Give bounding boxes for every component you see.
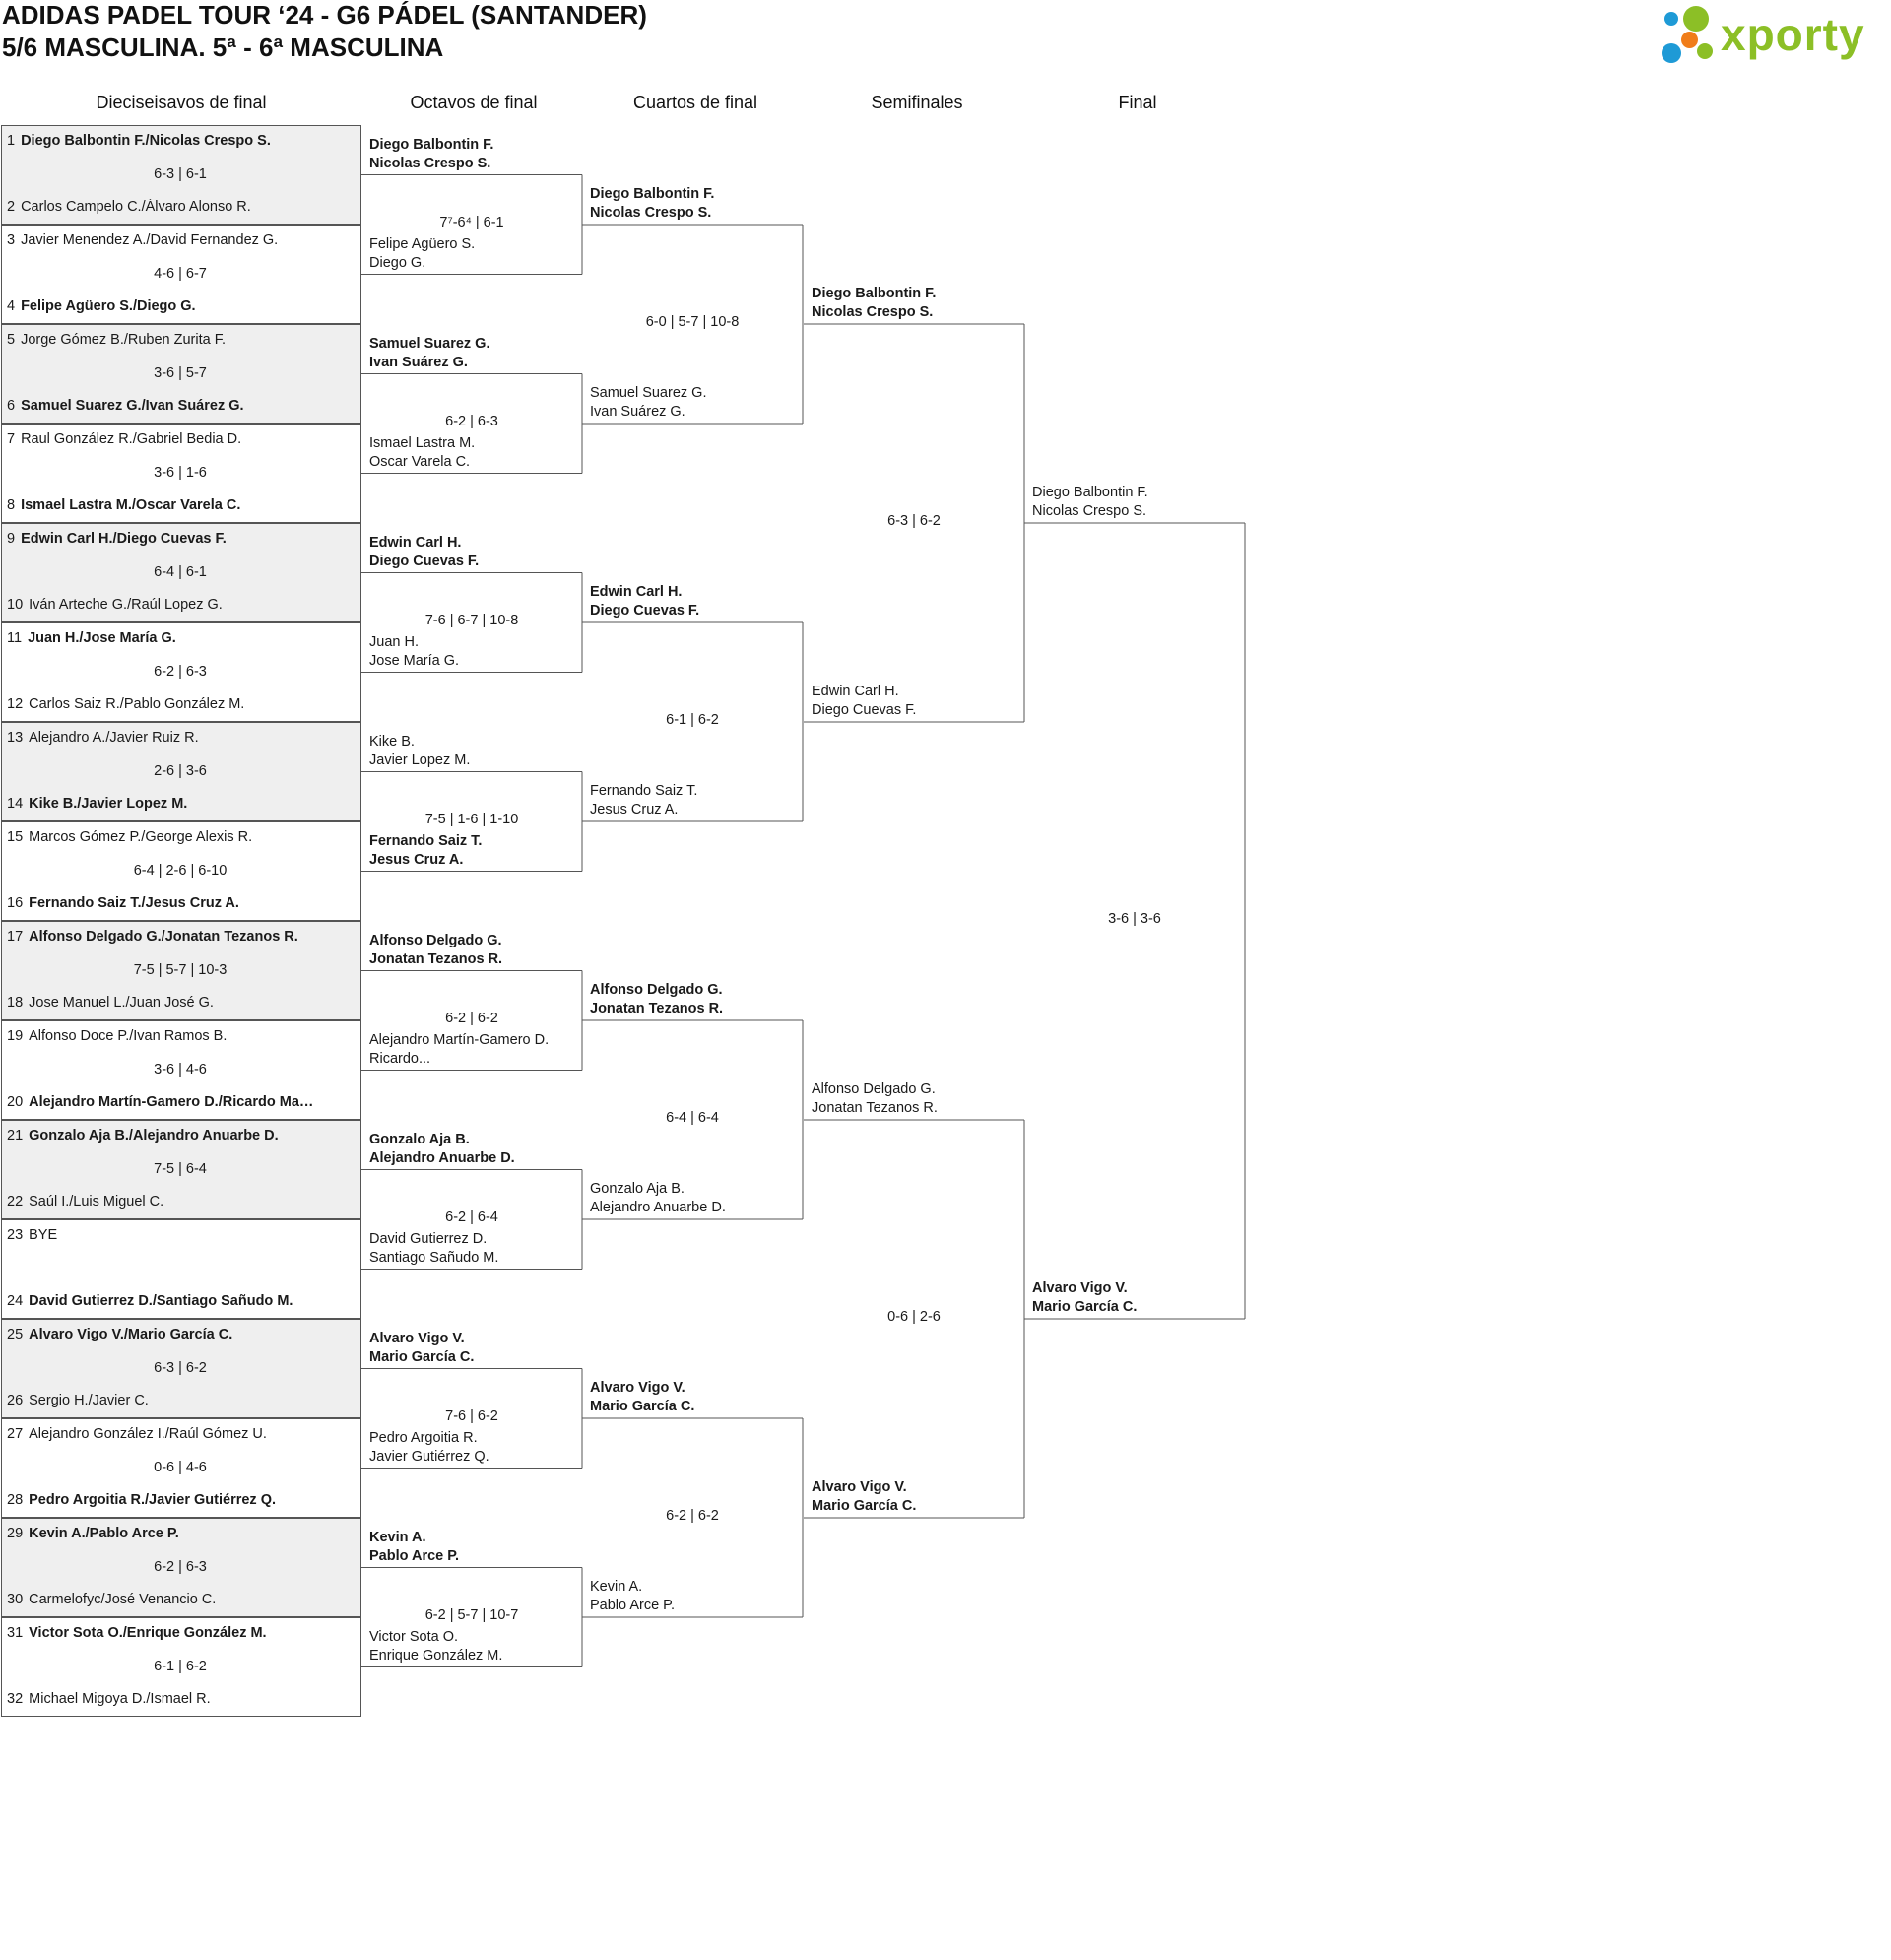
match-score: 6-2 | 6-3: [154, 1559, 207, 1575]
team-entry: [590, 782, 697, 819]
team-name: Javier Menendez A./David Fernandez G.: [21, 232, 279, 248]
team-name: Michael Migoya D./Ismael R.: [29, 1691, 211, 1707]
player-name: Enrique González M.: [369, 1647, 503, 1664]
match-score: 6-2 | 6-2: [666, 1508, 719, 1524]
team-name: Sergio H./Javier C.: [29, 1393, 149, 1408]
player-name: Alvaro Vigo V.: [590, 1380, 685, 1396]
team-entry: [812, 1478, 916, 1516]
player-name: Alfonso Delgado G.: [590, 982, 723, 998]
team-entry: [369, 335, 490, 372]
team-row: [7, 332, 226, 348]
team-row: [7, 630, 176, 646]
player-name: Fernando Saiz T.: [369, 832, 483, 849]
player-name: Edwin Carl H.: [590, 584, 683, 600]
player-name: Victor Sota O.: [369, 1628, 458, 1645]
team-row: [7, 497, 240, 513]
player-name: Jesus Cruz A.: [590, 802, 679, 817]
player-name: Jonatan Tezanos R.: [369, 950, 503, 967]
seed-number: 7: [7, 431, 16, 447]
seed-number: 5: [7, 332, 16, 348]
team-row: [7, 995, 214, 1011]
player-name: Kevin A.: [590, 1579, 643, 1595]
player-name: Javier Lopez M.: [369, 751, 471, 768]
team-row: [7, 232, 278, 248]
match-score: 7-5 | 1-6 | 1-10: [424, 812, 519, 827]
team-row: [7, 696, 244, 712]
player-name: Nicolas Crespo S.: [812, 304, 934, 320]
match-score: 6-3 | 6-2: [154, 1360, 207, 1376]
player-name: Nicolas Crespo S.: [590, 205, 712, 221]
team-entry: [1032, 484, 1148, 521]
team-entry: [369, 1628, 502, 1666]
player-name: Ivan Suárez G.: [590, 404, 685, 420]
seed-number: 19: [7, 1028, 24, 1044]
team-name: Carmelofyc/José Venancio C.: [29, 1592, 217, 1607]
seed-number: 20: [7, 1094, 24, 1110]
match-score: 6-3 | 6-2: [887, 513, 941, 529]
team-row: [7, 597, 223, 613]
seed-number: 10: [7, 597, 24, 613]
match-score: 3-6 | 1-6: [154, 465, 207, 481]
team-row: [7, 1227, 57, 1243]
player-name: Mario García C.: [1032, 1299, 1138, 1315]
team-entry: [812, 683, 916, 720]
match-score: 0-6 | 2-6: [887, 1309, 941, 1325]
team-name: Edwin Carl H./Diego Cuevas F.: [21, 531, 227, 547]
team-name: Kevin A./Pablo Arce P.: [29, 1526, 179, 1541]
team-name: Juan H./Jose María G.: [28, 630, 176, 646]
match-score: 6-4 | 2-6 | 6-10: [133, 863, 228, 879]
player-name: Mario García C.: [369, 1348, 475, 1365]
player-name: Edwin Carl H.: [812, 684, 899, 699]
match-score: 6-3 | 6-1: [154, 166, 207, 182]
team-name: Alejandro González I./Raúl Gómez U.: [29, 1426, 267, 1442]
player-name: Jonatan Tezanos R.: [590, 1001, 724, 1016]
team-entry: [1032, 1279, 1137, 1317]
team-row: [7, 1293, 293, 1309]
team-entry: [812, 285, 936, 322]
player-name: Diego Cuevas F.: [590, 603, 700, 619]
player-name: Kevin A.: [369, 1529, 426, 1545]
player-name: Jonatan Tezanos R.: [812, 1100, 938, 1116]
team-row: [7, 133, 271, 149]
team-entry: [590, 384, 706, 422]
match-score: 6-1 | 6-2: [666, 712, 719, 728]
team-entry: [369, 1529, 459, 1566]
team-entry: [590, 981, 723, 1018]
team-name: Jose Manuel L./Juan José G.: [29, 995, 214, 1011]
team-name: Alvaro Vigo V./Mario García C.: [29, 1327, 233, 1342]
team-entry: [369, 633, 459, 671]
seed-number: 25: [7, 1327, 24, 1342]
seed-number: 11: [7, 630, 23, 646]
player-name: Alejandro Anuarbe D.: [590, 1200, 726, 1215]
team-entry: [812, 1080, 938, 1118]
team-row: [7, 1028, 227, 1044]
match-score: 3-6 | 4-6: [154, 1062, 207, 1078]
team-name: Ismael Lastra M./Oscar Varela C.: [21, 497, 241, 513]
match-score: 6-4 | 6-1: [154, 564, 207, 580]
tournament-title: ADIDAS PADEL TOUR ‘24 - G6 PÁDEL (SANTANDER): [2, 0, 647, 30]
category-title: 5/6 MASCULINA. 5ª - 6ª MASCULINA: [2, 33, 444, 62]
team-entry: [369, 932, 502, 969]
team-row: [7, 1426, 267, 1442]
seed-number: 28: [7, 1492, 24, 1508]
player-name: Oscar Varela C.: [369, 453, 471, 470]
team-row: [7, 730, 199, 746]
seed-number: 30: [7, 1592, 24, 1607]
match-score: 7-6 | 6-7 | 10-8: [424, 613, 519, 628]
seed-number: 32: [7, 1691, 24, 1707]
match-score: 6-2 | 6-3: [154, 664, 207, 680]
match-score: 3-6 | 5-7: [154, 365, 207, 381]
match-score: 6-1 | 6-2: [154, 1659, 207, 1674]
player-name: Alfonso Delgado G.: [812, 1081, 936, 1097]
player-name: Felipe Agüero S.: [369, 235, 476, 252]
seed-number: 2: [7, 199, 16, 215]
team-row: [7, 1691, 211, 1707]
match-score: 3-6 | 3-6: [1108, 911, 1161, 927]
team-name: Marcos Gómez P./George Alexis R.: [29, 829, 253, 845]
player-name: Javier Gutiérrez Q.: [369, 1448, 489, 1465]
team-row: [7, 796, 187, 812]
team-name: David Gutierrez D./Santiago Sañudo M.: [29, 1293, 293, 1309]
player-name: Kike B.: [369, 733, 415, 750]
team-row: [7, 1094, 313, 1110]
team-name: Kike B./Javier Lopez M.: [29, 796, 188, 812]
player-name: Juan H.: [369, 633, 419, 650]
player-name: Edwin Carl H.: [369, 534, 462, 551]
team-name: Alfonso Delgado G./Jonatan Tezanos R.: [29, 929, 298, 945]
team-name: Carlos Saiz R./Pablo González M.: [29, 696, 245, 712]
team-row: [7, 199, 251, 215]
match-score: 7-5 | 6-4: [154, 1161, 207, 1177]
team-row: [7, 1393, 149, 1408]
team-entry: [590, 1578, 675, 1615]
team-name: Alfonso Doce P./Ivan Ramos B.: [29, 1028, 228, 1044]
team-entry: [369, 1131, 515, 1168]
seed-number: 8: [7, 497, 16, 513]
team-name: Pedro Argoitia R./Javier Gutiérrez Q.: [29, 1492, 277, 1508]
player-name: Diego Cuevas F.: [369, 553, 480, 569]
round-header-r32: Dieciseisavos de final: [96, 93, 267, 112]
player-name: Ivan Suárez G.: [369, 354, 468, 370]
team-entry: [590, 185, 714, 223]
player-name: Pablo Arce P.: [369, 1547, 460, 1564]
seed-number: 9: [7, 531, 16, 547]
player-name: Ismael Lastra M.: [369, 434, 476, 451]
team-name: Gonzalo Aja B./Alejandro Anuarbe D.: [29, 1128, 279, 1143]
team-name: BYE: [29, 1227, 58, 1243]
team-name: Saúl I./Luis Miguel C.: [29, 1194, 164, 1209]
seed-number: 3: [7, 232, 16, 248]
player-name: Nicolas Crespo S.: [1032, 503, 1147, 519]
seed-number: 31: [7, 1625, 24, 1641]
team-row: [7, 1592, 216, 1607]
team-name: Raul González R./Gabriel Bedia D.: [21, 431, 242, 447]
team-entry: [369, 733, 470, 770]
team-row: [7, 1492, 276, 1508]
team-name: Alejandro A./Javier Ruiz R.: [29, 730, 199, 746]
match-score: 7⁷-6⁴ | 6-1: [439, 215, 504, 230]
team-entry: [369, 434, 475, 472]
team-entry: [590, 583, 699, 621]
player-name: Alvaro Vigo V.: [369, 1330, 465, 1346]
team-name: Alejandro Martín-Gamero D./Ricardo Ma…: [29, 1094, 314, 1110]
match-score: 6-2 | 6-4: [445, 1209, 498, 1225]
seed-number: 17: [7, 929, 24, 945]
seed-number: 26: [7, 1393, 24, 1408]
team-name: Samuel Suarez G./Ivan Suárez G.: [21, 398, 244, 414]
seed-number: 18: [7, 995, 24, 1011]
seed-number: 24: [7, 1293, 24, 1309]
player-name: Alejandro Anuarbe D.: [369, 1149, 515, 1166]
team-row: [7, 398, 244, 414]
match-score: 4-6 | 6-7: [154, 266, 207, 282]
seed-number: 4: [7, 298, 16, 314]
player-name: Jesus Cruz A.: [369, 851, 464, 868]
team-row: [7, 298, 196, 314]
team-row: [7, 895, 239, 911]
seed-number: 13: [7, 730, 24, 746]
player-name: Alvaro Vigo V.: [1032, 1280, 1128, 1296]
player-name: Santiago Sañudo M.: [369, 1249, 499, 1266]
team-row: [7, 929, 298, 945]
player-name: Mario García C.: [812, 1498, 917, 1514]
player-name: Samuel Suarez G.: [369, 335, 490, 352]
team-entry: [369, 235, 475, 273]
match-score: 6-0 | 5-7 | 10-8: [645, 314, 740, 330]
team-row: [7, 1128, 279, 1143]
round-header-final: Final: [1118, 93, 1157, 112]
seed-number: 15: [7, 829, 24, 845]
team-row: [7, 1194, 163, 1209]
player-name: Alvaro Vigo V.: [812, 1479, 907, 1495]
round-header-sf: Semifinales: [871, 93, 963, 112]
team-row: [7, 829, 252, 845]
team-row: [7, 1625, 267, 1641]
player-name: Diego Balbontin F.: [369, 136, 494, 153]
team-row: [7, 1526, 179, 1541]
match-score: 2-6 | 3-6: [154, 763, 207, 779]
match-score: 0-6 | 4-6: [154, 1460, 207, 1475]
player-name: Pablo Arce P.: [590, 1598, 675, 1613]
player-name: Gonzalo Aja B.: [590, 1181, 685, 1197]
team-row: [7, 531, 227, 547]
seed-number: 21: [7, 1128, 24, 1143]
team-row: [7, 431, 241, 447]
seed-number: 23: [7, 1227, 24, 1243]
player-name: Jose María G.: [369, 652, 460, 669]
player-name: Mario García C.: [590, 1399, 695, 1414]
player-name: Diego Balbontin F.: [1032, 485, 1148, 500]
seed-number: 16: [7, 895, 24, 911]
team-entry: [369, 1230, 498, 1268]
player-name: Alfonso Delgado G.: [369, 932, 502, 948]
player-name: Samuel Suarez G.: [590, 385, 707, 401]
seed-number: 29: [7, 1526, 24, 1541]
team-entry: [369, 1429, 489, 1467]
team-entry: [369, 1031, 549, 1069]
match-score: 7-5 | 5-7 | 10-3: [133, 962, 228, 978]
player-name: Gonzalo Aja B.: [369, 1131, 470, 1147]
team-entry: [369, 136, 493, 173]
team-name: Diego Balbontin F./Nicolas Crespo S.: [21, 133, 271, 149]
match-score: 6-2 | 6-3: [445, 414, 498, 429]
team-name: Carlos Campelo C./Álvaro Alonso R.: [21, 199, 251, 215]
match-score: 6-2 | 6-2: [445, 1011, 498, 1026]
team-row: [7, 1327, 232, 1342]
team-entry: [590, 1180, 726, 1217]
player-name: Diego G.: [369, 254, 426, 271]
team-name: Fernando Saiz T./Jesus Cruz A.: [29, 895, 239, 911]
match-score: 7-6 | 6-2: [445, 1408, 498, 1424]
player-name: Ricardo...: [369, 1050, 431, 1067]
team-entry: [590, 1379, 694, 1416]
player-name: Alejandro Martín-Gamero D.: [369, 1031, 550, 1048]
round-header-qf: Cuartos de final: [632, 93, 758, 112]
seed-number: 6: [7, 398, 16, 414]
seed-number: 22: [7, 1194, 24, 1209]
team-entry: [369, 1330, 474, 1367]
player-name: Fernando Saiz T.: [590, 783, 698, 799]
seed-number: 12: [7, 696, 24, 712]
player-name: Nicolas Crespo S.: [369, 155, 491, 171]
player-name: Diego Balbontin F.: [812, 286, 937, 301]
team-entry: [369, 534, 479, 571]
team-name: Jorge Gómez B./Ruben Zurita F.: [21, 332, 226, 348]
logo-wordmark: xporty: [1721, 9, 1865, 60]
player-name: Diego Cuevas F.: [812, 702, 917, 718]
round-header-r16: Octavos de final: [410, 93, 538, 112]
player-name: David Gutierrez D.: [369, 1230, 488, 1247]
seed-number: 14: [7, 796, 24, 812]
seed-number: 1: [7, 133, 16, 149]
team-name: Victor Sota O./Enrique González M.: [29, 1625, 267, 1641]
player-name: Pedro Argoitia R.: [369, 1429, 478, 1446]
match-score: 6-2 | 5-7 | 10-7: [424, 1607, 519, 1623]
match-score: 6-4 | 6-4: [666, 1110, 719, 1126]
team-entry: [369, 832, 482, 870]
team-name: Felipe Agüero S./Diego G.: [21, 298, 196, 314]
team-name: Iván Arteche G./Raúl Lopez G.: [29, 597, 223, 613]
seed-number: 27: [7, 1426, 24, 1442]
player-name: Diego Balbontin F.: [590, 186, 715, 202]
